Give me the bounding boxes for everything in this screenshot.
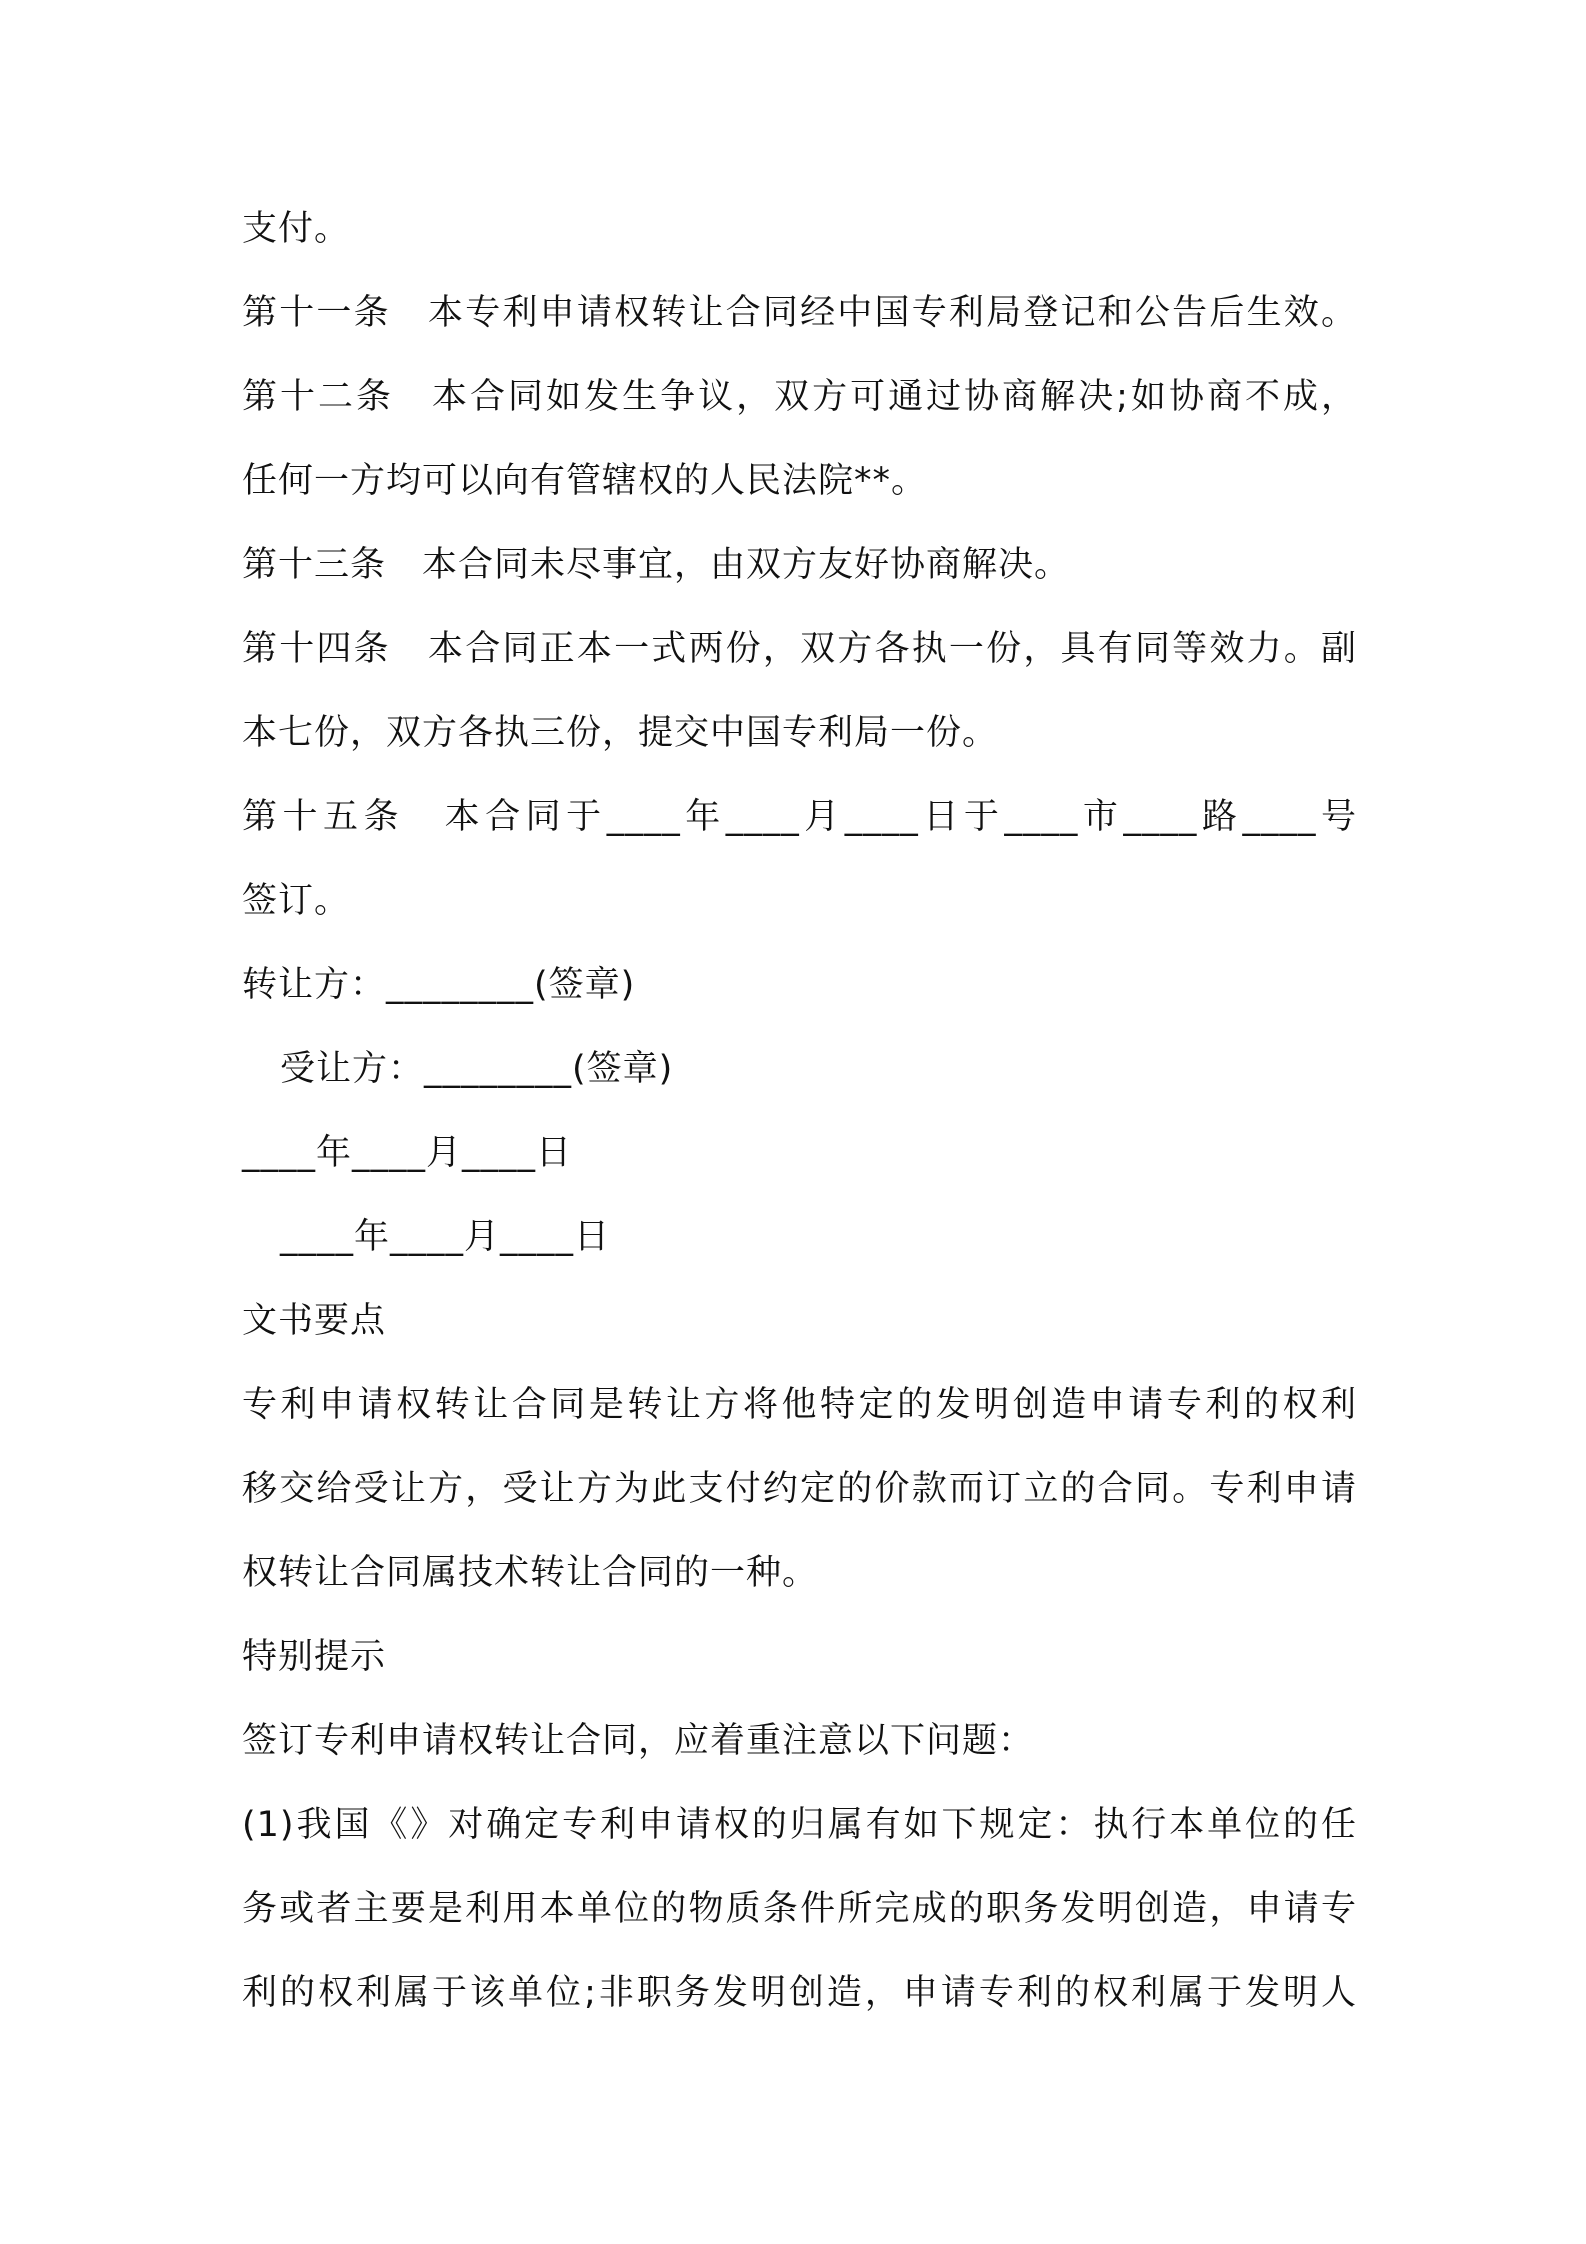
section-heading: 特别提示 bbox=[242, 1637, 387, 1677]
signature-line-transferee: 受让方：________(签章) bbox=[280, 1049, 674, 1089]
text-line: 第十二条 本合同如发生争议，双方可通过协商解决;如协商不成， bbox=[242, 377, 1357, 417]
text-line: 第十四条 本合同正本一式两份，双方各执一份，具有同等效力。副 bbox=[242, 629, 1357, 669]
text-line: (1)我国《》对确定专利申请权的归属有如下规定：执行本单位的任 bbox=[242, 1805, 1357, 1845]
text-line: 签订专利申请权转让合同，应着重注意以下问题： bbox=[242, 1721, 1035, 1761]
section-heading: 文书要点 bbox=[242, 1301, 387, 1341]
text-line: 移交给受让方，受让方为此支付约定的价款而订立的合同。专利申请 bbox=[242, 1469, 1357, 1509]
text-line: 第十一条 本专利申请权转让合同经中国专利局登记和公告后生效。 bbox=[242, 293, 1357, 333]
text-line: 本七份，双方各执三份，提交中国专利局一份。 bbox=[242, 713, 999, 753]
signature-line-transferor: 转让方：________(签章) bbox=[242, 965, 636, 1005]
date-line: ____年____月____日 bbox=[242, 1133, 573, 1173]
text-line: 支付。 bbox=[242, 209, 351, 249]
text-line: 务或者主要是利用本单位的物质条件所完成的职务发明创造，申请专 bbox=[242, 1889, 1357, 1929]
date-line: ____年____月____日 bbox=[280, 1217, 611, 1257]
text-line: 专利申请权转让合同是转让方将他特定的发明创造申请专利的权利 bbox=[242, 1385, 1357, 1425]
text-line: 任何一方均可以向有管辖权的人民法院**。 bbox=[242, 461, 928, 501]
text-line: 利的权利属于该单位;非职务发明创造，申请专利的权利属于发明人 bbox=[242, 1973, 1357, 2013]
text-line: 权转让合同属技术转让合同的一种。 bbox=[242, 1553, 819, 1593]
text-line: 第十五条 本合同于____年____月____日于____市____路____号 bbox=[242, 797, 1357, 837]
text-line: 签订。 bbox=[242, 881, 351, 921]
text-line: 第十三条 本合同未尽事宜，由双方友好协商解决。 bbox=[242, 545, 1071, 585]
